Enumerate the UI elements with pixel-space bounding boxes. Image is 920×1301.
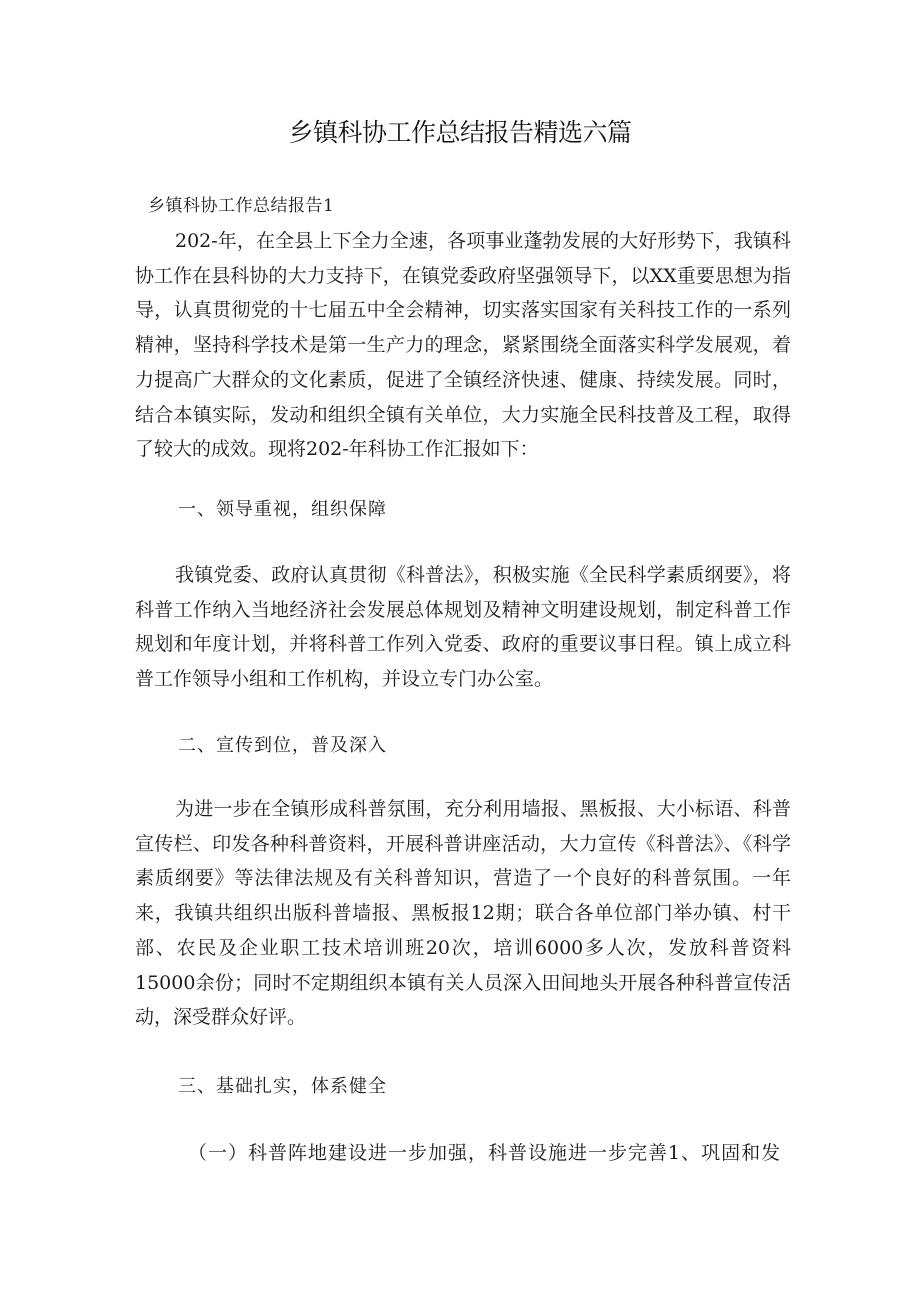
paragraph-leadership: 我镇党委、政府认真贯彻《科普法》，积极实施《全民科学素质纲要》，将科普工作纳入当地经济社会发展总体规划及精神文明建设规划，制定科普工作规划和年度计划，并将科普工作列入党委、政府的重要议事日程。镇上成立科普工作领导小组和工作机构，并设立专门办公室。: [135, 564, 791, 691]
paragraph-publicity: 为进一步在全镇形成科普氛围，充分利用墙报、黑板报、大小标语、科普宣传栏、印发各种科普资料，开展科普讲座活动，大力宣传《科普法》、《科学素质纲要》等法律法规及有关科普知识，营造了一个良好的科普氛围。一年来，我镇共组织出版科普墙报、黑板报12期；联合各单位部门举办镇、村干部、农民及企业职工技术培训班20次，培训6000多人次，发放科普资料15000余份；同时不定期组织本镇有关人员深入田间地头开展各种科普宣传活动，深受群众好评。: [135, 798, 791, 1029]
subsection-heading-facilities: （一）科普阵地建设进一步加强，科普设施进一步完善1、巩固和发: [188, 1142, 782, 1164]
document-title: 乡镇科协工作总结报告精选六篇: [288, 118, 632, 147]
section-heading-leadership: 一、领导重视，组织保障: [178, 499, 387, 520]
section-heading-foundation: 三、基础扎实，体系健全: [178, 1076, 387, 1097]
paragraph-intro: 202-年，在全县上下全力全速，各项事业蓬勃发展的大好形势下，我镇科协工作在县科协的大力支持下，在镇党委政府坚强领导下，以XX重要思想为指导，认真贯彻党的十七届五中全会精神，切实落实国家有关科技工作的一系列精神，坚持科学技术是第一生产力的理念，紧紧围绕全面落实科学发展观，着力提高广大群众的文化素质，促进了全镇经济快速、健康、持续发展。同时，结合本镇实际，发动和组织全镇有关单位，大力实施全民科技普及工程，取得了较大的成效。现将202-年科协工作汇报如下：: [135, 230, 791, 461]
report-subtitle: 乡镇科协工作总结报告1: [148, 196, 335, 216]
section-heading-publicity: 二、宣传到位，普及深入: [178, 735, 387, 756]
